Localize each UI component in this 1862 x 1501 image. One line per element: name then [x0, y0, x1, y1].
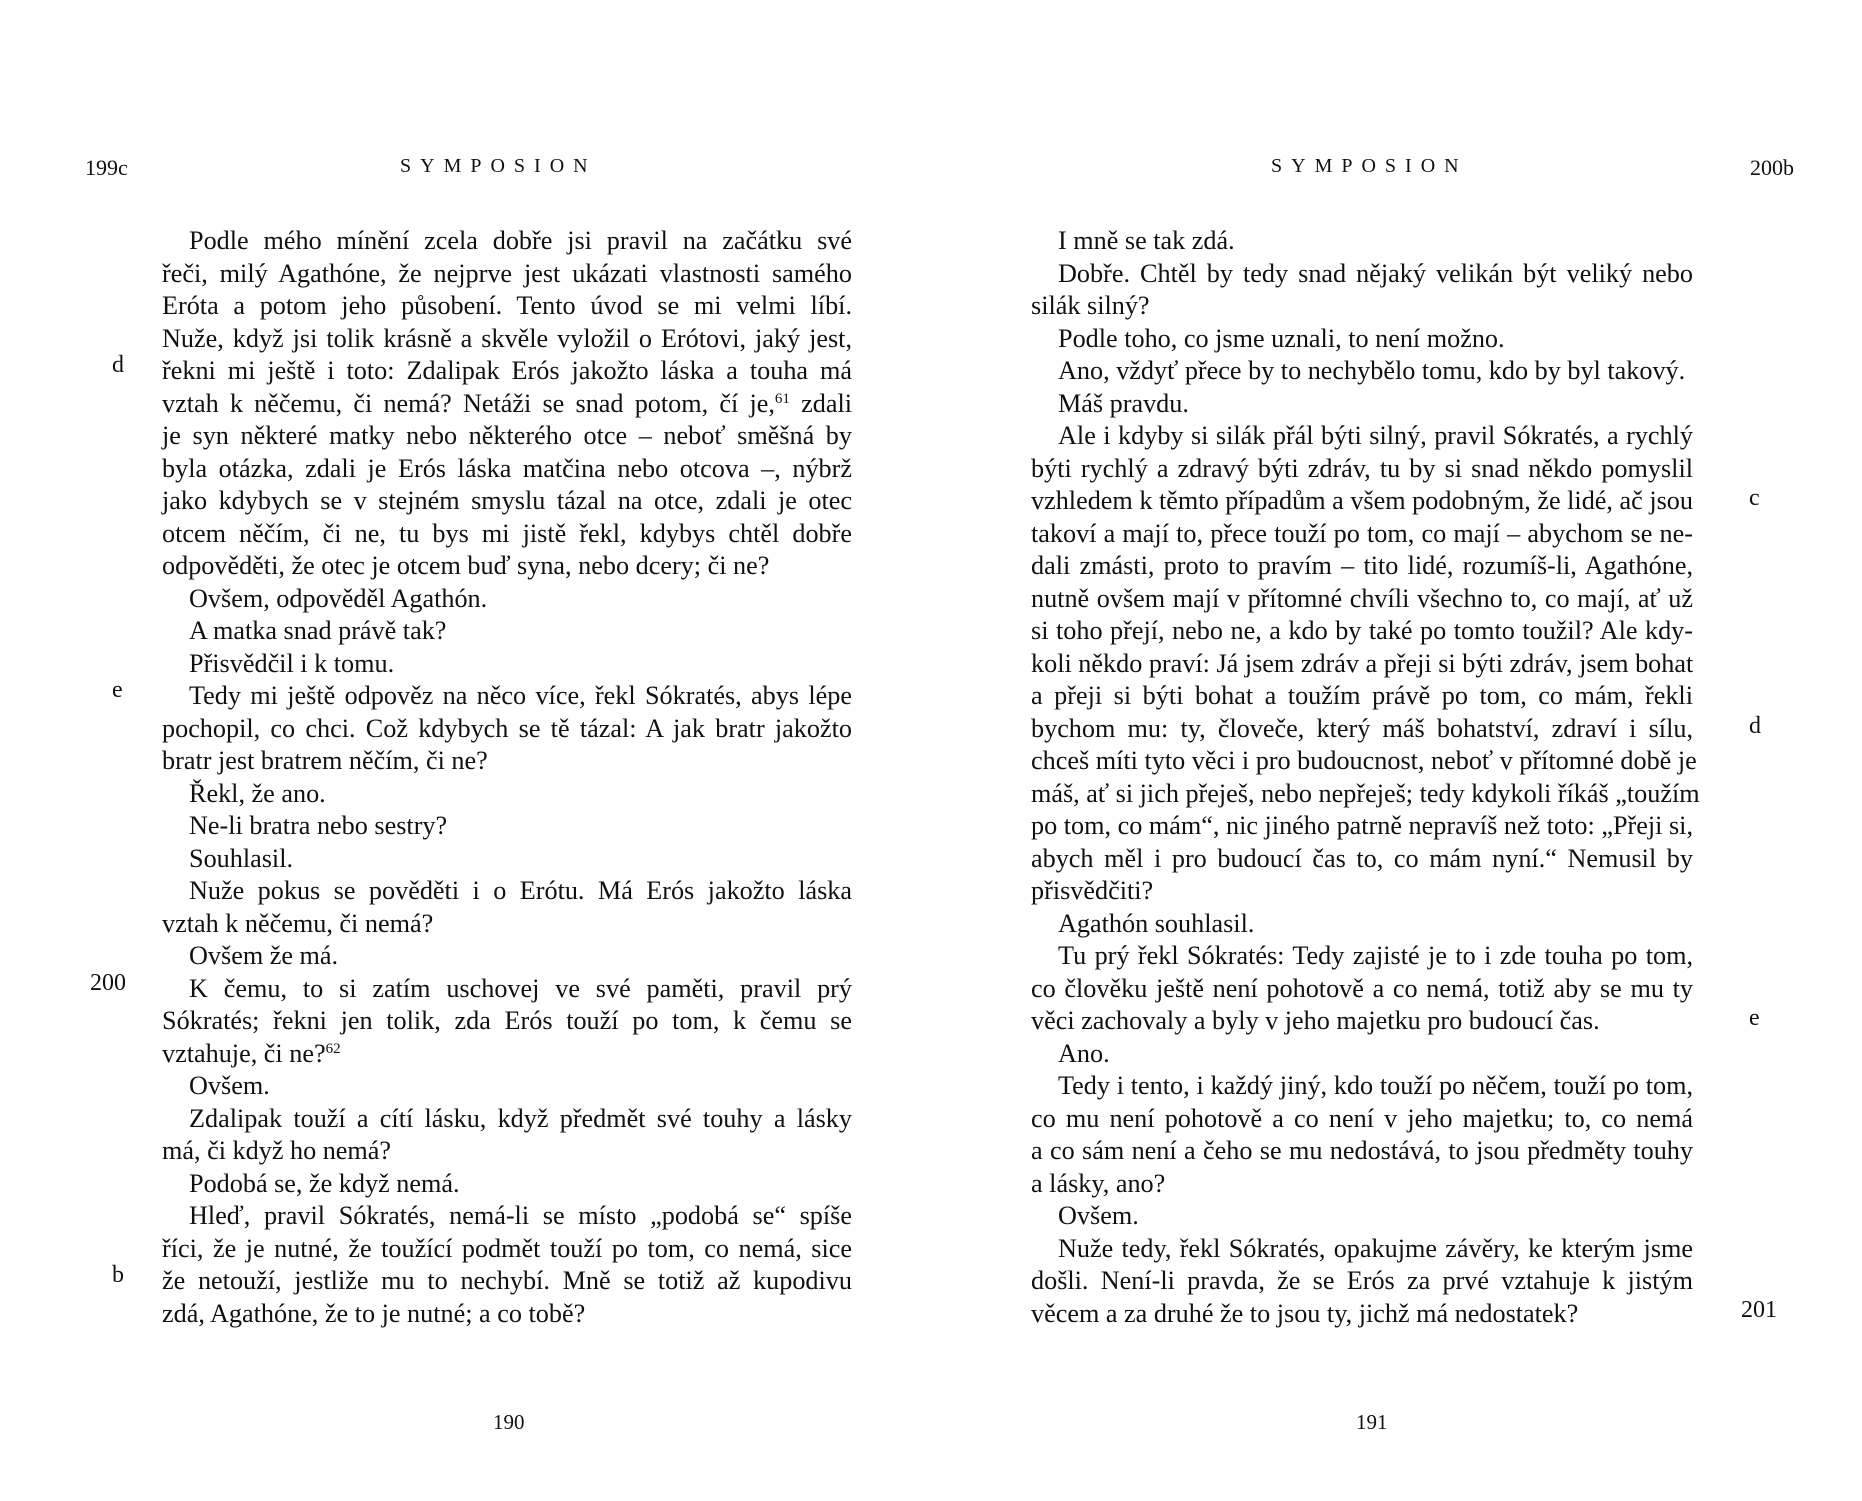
text-line: co mu není pohotově a co není v jeho majetku; to, co nemá	[1031, 1103, 1693, 1133]
text-line: má, či když ho nemá?	[162, 1136, 392, 1165]
text-line: Ovšem že má.	[189, 941, 339, 970]
text-line: I mně se tak zdá.	[1058, 226, 1235, 255]
text-line	[162, 388, 852, 421]
right-page-number: 191	[1356, 1410, 1388, 1434]
left-body-text	[162, 225, 852, 1330]
text-line: věcem a za druhé že to jsou ty, jichž má nedostatek?	[1031, 1298, 1579, 1328]
line-text: vztah k něčemu, či nemá? Netáži se snad potom, čí je,	[162, 388, 775, 418]
text-line: chceš míti tyto věci i pro budoucnost, neboť v přítomné době je	[1031, 746, 1697, 775]
left-page-number: 190	[493, 1410, 525, 1434]
text-line: Máš pravdu.	[1058, 388, 1189, 418]
text-line: odpověděti, že otec je otcem buď syna, nebo dcery; či ne?	[162, 551, 770, 580]
text-line: přisvědčiti?	[1031, 876, 1154, 905]
text-line: Řekl, že ano.	[189, 778, 326, 808]
text-line: bratr jest bratrem něčím, či ne?	[162, 746, 488, 775]
text-line: a co sám není a čeho se mu nedostává, to jsou předměty touhy	[1031, 1136, 1693, 1165]
footnote-marker: 61	[774, 390, 790, 407]
left-running-title: SYMPOSION	[400, 155, 597, 177]
text-line: po tom, co mám“, nic jiného patrně nepravíš než toto: „Přeji si,	[1031, 811, 1693, 840]
text-line: Nuže pokus se pověděti i o Erótu. Má Erós jakožto láska	[189, 876, 852, 905]
right-body-text	[1031, 225, 1700, 1330]
line-text-continued: zdali	[789, 388, 852, 418]
left-margin-marker-200: 200	[90, 970, 126, 996]
text-line: řeči, milý Agathóne, že nejprve jest ukázati vlastnosti samého	[162, 258, 852, 288]
text-line: otcem něčím, či ne, tu bys mi jistě řekl, kdybys chtěl dobře	[162, 518, 852, 548]
text-line: máš, ať si jich přeješ, nebo nepřeješ; tedy kdykoli říkáš „toužím	[1031, 778, 1700, 808]
text-line: jako kdybych se v stejném smyslu tázal na otce, zdali je otec	[162, 486, 852, 515]
text-line: Ano.	[1058, 1038, 1110, 1068]
right-margin-marker-201: 201	[1741, 1297, 1777, 1323]
text-line: býti rychlý a zdravý býti zdráv, tu by si snad někdo pomyslil	[1031, 453, 1693, 483]
text-line: Nuže tedy, řekl Sókratés, opakujme závěry, ke kterým jsme	[1058, 1233, 1693, 1263]
right-margin-marker-d: d	[1749, 713, 1761, 739]
text-line: Ale i kdyby si silák přál býti silný, pravil Sókratés, a rychlý	[1058, 421, 1693, 450]
text-line: Tedy mi ještě odpověz na něco více, řekl Sókratés, abys lépe	[189, 681, 852, 710]
text-line: vztah k něčemu, či nemá?	[162, 908, 434, 938]
text-line: pochopil, co chci. Což kdybych se tě tázal: A jak bratr jakožto	[162, 713, 852, 743]
text-line: dali zmásti, proto to pravím – tito lidé, rozumíš-li, Agathóne,	[1031, 551, 1693, 580]
text-line: řekni mi ještě i toto: Zdalipak Erós jakožto láska a touha má	[162, 356, 852, 385]
text-line: Dobře. Chtěl by tedy snad nějaký velikán být veliký nebo	[1058, 258, 1693, 288]
text-line: říci, že je nutné, že toužící podmět touží po tom, co nemá, sice	[162, 1233, 852, 1263]
text-line: Podle mého mínění zcela dobře jsi pravil na začátku své	[189, 226, 852, 255]
text-line: a lásky, ano?	[1031, 1168, 1166, 1198]
text-line: Ano, vždyť přece by to nechybělo tomu, kdo by byl takový.	[1058, 356, 1686, 385]
text-line: abych měl i pro budoucí čas to, co mám nyní.“ Nemusil by	[1031, 843, 1693, 873]
text-line: Eróta a potom jeho působení. Tento úvod se mi velmi líbí.	[162, 291, 852, 320]
text-line: došli. Není-li pravda, že se Erós za prvé vztahuje k jistým	[1031, 1266, 1693, 1295]
text-line: Nuže, když jsi tolik krásně a skvěle vyložil o Erótovi, jaký jest,	[162, 323, 852, 353]
text-line: že netouží, jestliže mu to nechybí. Mně se totiž až kupodivu	[162, 1266, 852, 1295]
text-line: věci zachovaly a byly v jeho majetku pro budoucí čas.	[1031, 1006, 1600, 1035]
right-running-title: SYMPOSION	[1271, 155, 1468, 177]
text-line: a přeji si býti bohat a toužím právě po tom, co mám, řekli	[1031, 681, 1693, 710]
text-line: silák silný?	[1031, 291, 1150, 320]
text-line	[162, 1038, 852, 1071]
text-line: Souhlasil.	[189, 843, 294, 873]
text-line: koli někdo praví: Já jsem zdráv a přeji si býti zdráv, jsem bohat	[1031, 648, 1694, 678]
text-line: Agathón souhlasil.	[1058, 908, 1255, 938]
right-stephanus-head: 200b	[1750, 155, 1794, 180]
left-margin-marker-b: b	[112, 1262, 124, 1288]
right-margin-marker-e: e	[1749, 1005, 1760, 1031]
text-line: K čemu, to si zatím uschovej ve své paměti, pravil prý	[189, 973, 852, 1003]
text-line: Podobá se, že když nemá.	[189, 1168, 460, 1198]
text-line: Ovšem.	[189, 1071, 270, 1100]
text-line: Podle toho, co jsme uznali, to není možno.	[1058, 323, 1505, 353]
text-line: Sókratés; řekni jen tolik, zda Erós touží po tom, k čemu se	[162, 1006, 852, 1035]
text-line: Ovšem, odpověděl Agathón.	[189, 583, 488, 613]
right-page	[931, 0, 1862, 1501]
line-text: vztahuje, či ne?	[162, 1038, 326, 1068]
text-line: A matka snad právě tak?	[189, 616, 447, 645]
left-margin-marker-e: e	[112, 677, 123, 703]
text-line: Ovšem.	[1058, 1201, 1139, 1230]
text-line: si toho přejí, nebo ne, a kdo by také po tomto toužil? Ale kdy-	[1031, 616, 1693, 645]
text-line: takoví a mají to, přece touží po tom, co mají – abychom se ne-	[1031, 518, 1693, 548]
text-line: zdá, Agathóne, že to je nutné; a co tobě?	[162, 1298, 586, 1328]
left-margin-marker-d: d	[112, 352, 124, 378]
text-line: byla otázka, zdali je Erós láska matčina nebo otcova –, nýbrž	[162, 453, 852, 483]
text-line: Hleď, pravil Sókratés, nemá-li se místo „podobá se“ spíše	[189, 1201, 852, 1230]
text-line: Zdalipak touží a cítí lásku, když předmět své touhy a lásky	[189, 1103, 852, 1133]
text-line: Přisvědčil i k tomu.	[189, 648, 395, 678]
footnote-marker: 62	[325, 1040, 341, 1057]
text-line: Tedy i tento, i každý jiný, kdo touží po něčem, touží po tom,	[1058, 1071, 1693, 1100]
left-stephanus-head: 199c	[85, 155, 128, 180]
text-line: je syn některé matky nebo některého otce – neboť směšná by	[162, 421, 852, 450]
right-margin-marker-c: c	[1749, 485, 1760, 511]
text-line: bychom mu: ty, človeče, který máš bohatství, zdraví i sílu,	[1031, 713, 1693, 743]
text-line: co člověku ještě není pohotově a co nemá, totiž aby se mu ty	[1031, 973, 1693, 1003]
text-line: vzhledem k těmto případům a všem podobným, že lidé, ač jsou	[1031, 486, 1693, 515]
text-line: Tu prý řekl Sókratés: Tedy zajisté je to i zde touha po tom,	[1058, 941, 1693, 970]
text-line: nutně ovšem mají v přítomné chvíli všechno to, co mají, ať už	[1031, 583, 1693, 613]
text-line: Ne-li bratra nebo sestry?	[189, 811, 448, 840]
